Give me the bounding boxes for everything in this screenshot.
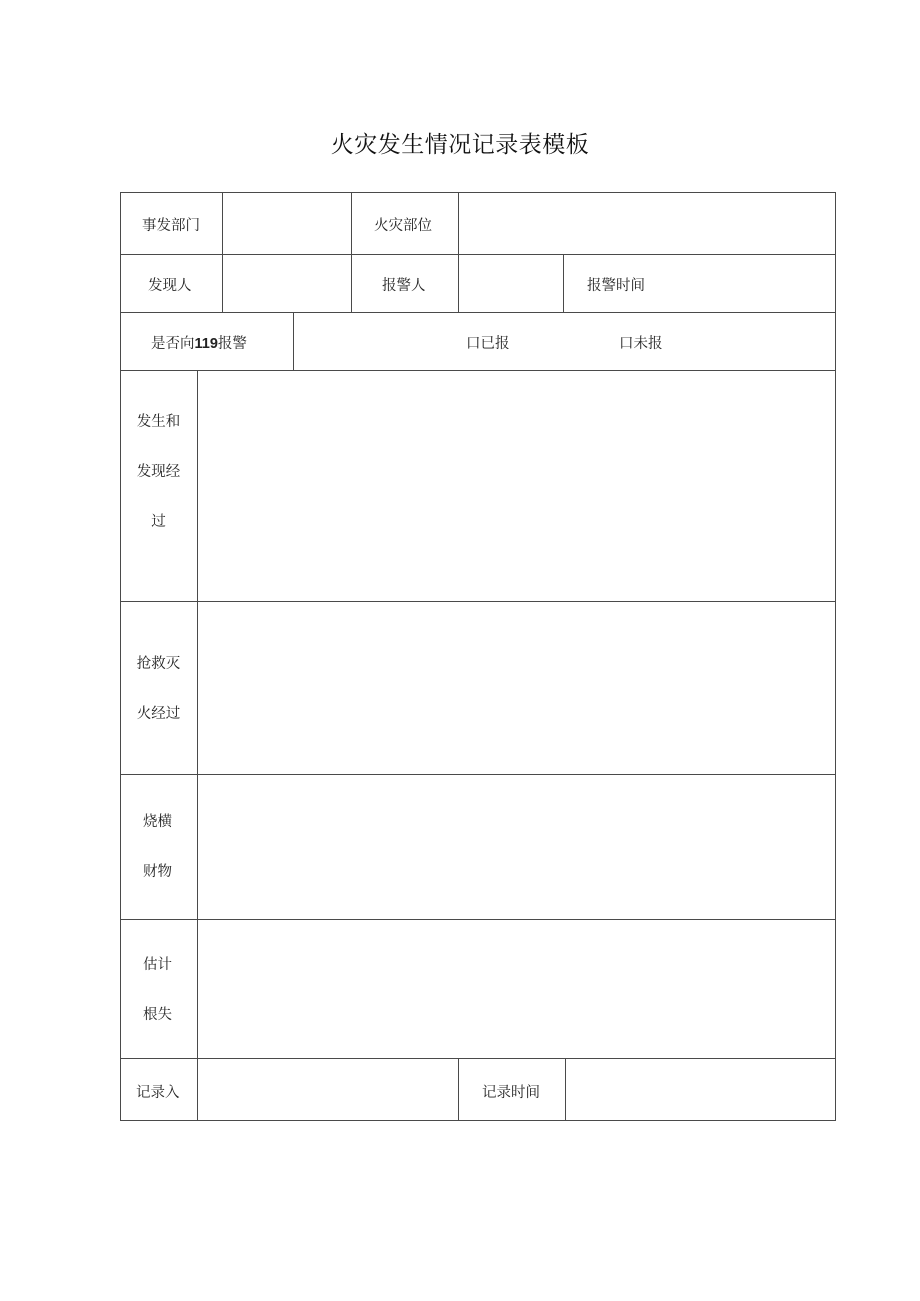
occurrence-label-line: 过 bbox=[151, 514, 166, 530]
col-divider bbox=[293, 312, 294, 370]
recorder-label: 记录入 bbox=[136, 1085, 180, 1101]
finder-label: 发现人 bbox=[148, 278, 192, 294]
option-not-reported[interactable]: 口未报 bbox=[619, 336, 663, 352]
col-divider bbox=[458, 1058, 459, 1120]
recorder-field[interactable] bbox=[198, 1059, 457, 1119]
record-time-field[interactable] bbox=[566, 1059, 834, 1119]
col-divider bbox=[351, 192, 352, 312]
occurrence-label-line: 发生和 bbox=[136, 414, 181, 430]
occurrence-field[interactable] bbox=[198, 371, 834, 600]
record-time-label: 记录时间 bbox=[482, 1085, 540, 1101]
occurrence-label-line: 发现经 bbox=[136, 464, 181, 480]
reporter-field[interactable] bbox=[459, 255, 562, 312]
finder-field[interactable] bbox=[223, 255, 350, 312]
row-divider bbox=[120, 312, 836, 313]
rescue-section-label bbox=[120, 639, 197, 739]
loss-label-line: 估计 bbox=[143, 957, 172, 973]
dept-label: 事发部门 bbox=[142, 218, 200, 234]
location-field[interactable] bbox=[459, 193, 834, 254]
form-border-bottom bbox=[120, 1120, 836, 1121]
location-label: 火灾部位 bbox=[374, 218, 432, 234]
reporter-label: 报警人 bbox=[382, 278, 426, 294]
dept-field[interactable] bbox=[223, 193, 350, 254]
report-119-number: 119 bbox=[194, 336, 218, 352]
burned-field[interactable] bbox=[198, 775, 834, 918]
loss-label-line: 根失 bbox=[143, 1007, 172, 1023]
form-border-right bbox=[835, 192, 836, 1121]
rescue-field[interactable] bbox=[198, 602, 834, 773]
loss-section-label bbox=[120, 940, 195, 1040]
burned-section-label bbox=[120, 797, 195, 897]
col-divider bbox=[563, 254, 564, 312]
report-119-label bbox=[151, 332, 247, 353]
rescue-label-line: 火经过 bbox=[136, 706, 181, 722]
loss-field[interactable] bbox=[198, 920, 834, 1057]
page-title: 火灾发生情况记录表模板 bbox=[330, 132, 590, 158]
burned-label-line: 财物 bbox=[143, 864, 172, 880]
report-119-suffix: 报警 bbox=[217, 336, 247, 352]
burned-label-line: 烧横 bbox=[143, 814, 172, 830]
report-119-prefix: 是否向 bbox=[151, 336, 195, 352]
occurrence-section-label bbox=[120, 397, 197, 547]
option-reported[interactable]: 口已报 bbox=[466, 336, 510, 352]
rescue-label-line: 抢救灭 bbox=[136, 656, 181, 672]
fire-record-form bbox=[120, 192, 836, 1121]
report-time-label: 报警时间 bbox=[587, 278, 645, 294]
